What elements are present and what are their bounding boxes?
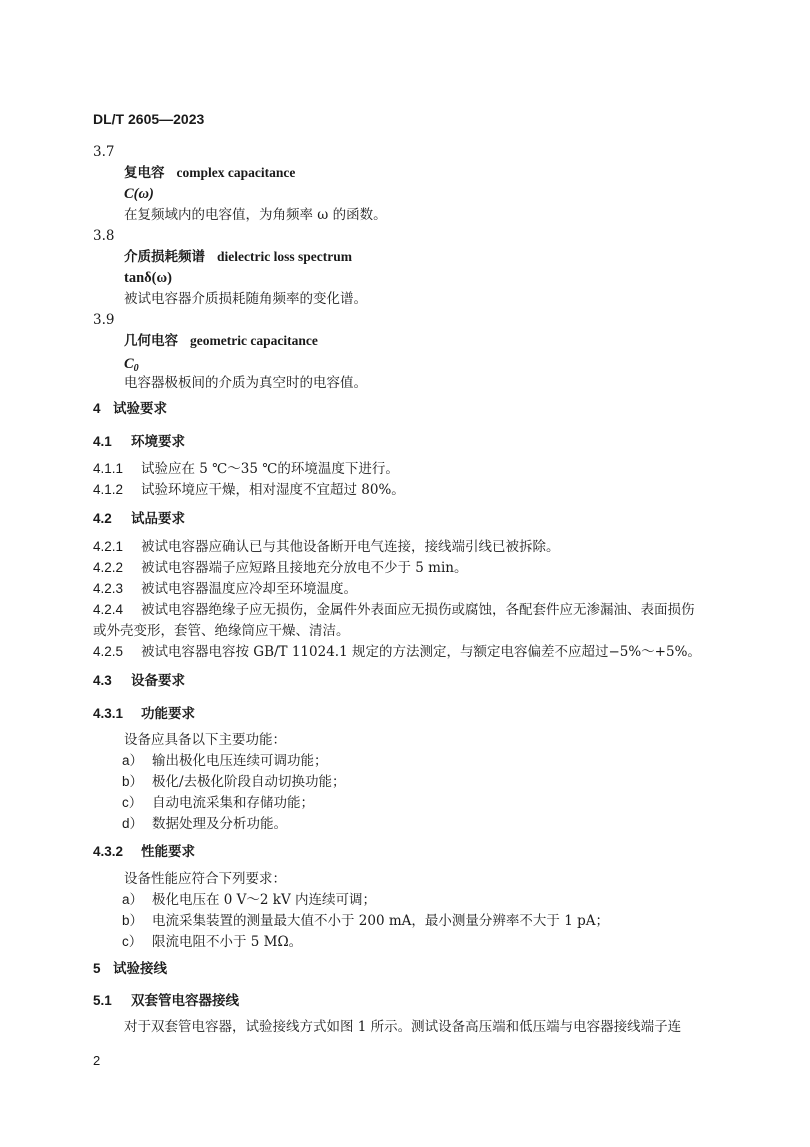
term-symbol: C(ω) [124, 186, 154, 202]
term-definition: 在复频域内的电容值，为角频率 ω 的函数。 [124, 207, 387, 223]
term-number: 3.7 [93, 144, 115, 160]
list-item: b） 极化/去极化阶段自动切换功能； [122, 774, 346, 790]
term-en: dielectric loss spectrum [217, 249, 352, 264]
list-item: b） 电流采集装置的测量最大值不小于 200 mA，最小测量分辨率不大于 1 pA； [122, 913, 609, 929]
term-title [124, 248, 352, 266]
term-symbol-sub: 0 [133, 363, 139, 374]
subsection-heading: 4.2 试品要求 [93, 511, 185, 527]
paragraph: 对于双套管电容器，试验接线方式如图 1 所示。测试设备高压端和低压端与电容器接线端子连 [124, 1019, 682, 1035]
list-item: c） 自动电流采集和存储功能； [122, 795, 314, 811]
list-item: d） 数据处理及分析功能。 [122, 816, 287, 832]
subsection-heading: 5.1 双套管电容器接线 [93, 993, 239, 1009]
subsubsection-heading: 4.3.2 性能要求 [93, 844, 195, 860]
page-number: 2 [93, 1053, 101, 1068]
clause-continuation: 或外壳变形，套管、绝缘筒应干燥、清洁。 [93, 623, 350, 639]
term-definition: 被试电容器介质损耗随角频率的变化谱。 [124, 291, 367, 307]
term-zh: 几何电容 [124, 333, 178, 349]
clause: 4.1.2 试验环境应干燥，相对湿度不宜超过 80%。 [93, 482, 405, 498]
subsection-heading: 4.3 设备要求 [93, 673, 185, 689]
term-title [124, 164, 295, 182]
term-symbol: tanδ(ω) [124, 270, 172, 286]
clause: 4.2.1 被试电容器应确认已与其他设备断开电气连接，接线端引线已被拆除。 [93, 539, 560, 555]
list-item: a） 极化电压在 0 V～2 kV 内连续可调； [122, 892, 377, 908]
clause: 4.2.5 被试电容器电容按 GB/T 11024.1 规定的方法测定，与额定电容偏差不应超过−5%～+5%。 [93, 644, 701, 660]
subsection-heading: 4.1 环境要求 [93, 434, 185, 450]
intro-text: 设备应具备以下主要功能： [124, 732, 286, 748]
section-heading: 4 试验要求 [93, 401, 167, 417]
term-zh: 复电容 [124, 165, 165, 181]
list-item: c） 限流电阻不小于 5 MΩ。 [122, 934, 303, 950]
term-number: 3.8 [93, 228, 115, 244]
clause: 4.1.1 试验应在 5 ℃～35 ℃的环境温度下进行。 [93, 461, 399, 477]
term-symbol-main: C [124, 356, 134, 372]
clause: 4.2.4 被试电容器绝缘子应无损伤，金属件外表面应无损伤或腐蚀，各配套件应无渗漏油、表面损伤 [93, 602, 695, 618]
term-number: 3.9 [93, 312, 115, 328]
term-zh: 介质损耗频谱 [124, 249, 205, 265]
term-en: complex capacitance [176, 165, 296, 180]
term-en: geometric capacitance [190, 333, 318, 348]
standard-header: DL/T 2605—2023 [93, 111, 205, 127]
term-title [124, 332, 318, 350]
clause: 4.2.2 被试电容器端子应短路且接地充分放电不少于 5 min。 [93, 560, 468, 576]
list-item: a） 输出极化电压连续可调功能； [122, 753, 328, 769]
intro-text: 设备性能应符合下列要求： [124, 871, 286, 887]
clause: 4.2.3 被试电容器温度应冷却至环境温度。 [93, 581, 357, 597]
term-definition: 电容器极板间的介质为真空时的电容值。 [124, 375, 367, 391]
subsubsection-heading: 4.3.1 功能要求 [93, 706, 195, 722]
section-heading: 5 试验接线 [93, 961, 167, 977]
